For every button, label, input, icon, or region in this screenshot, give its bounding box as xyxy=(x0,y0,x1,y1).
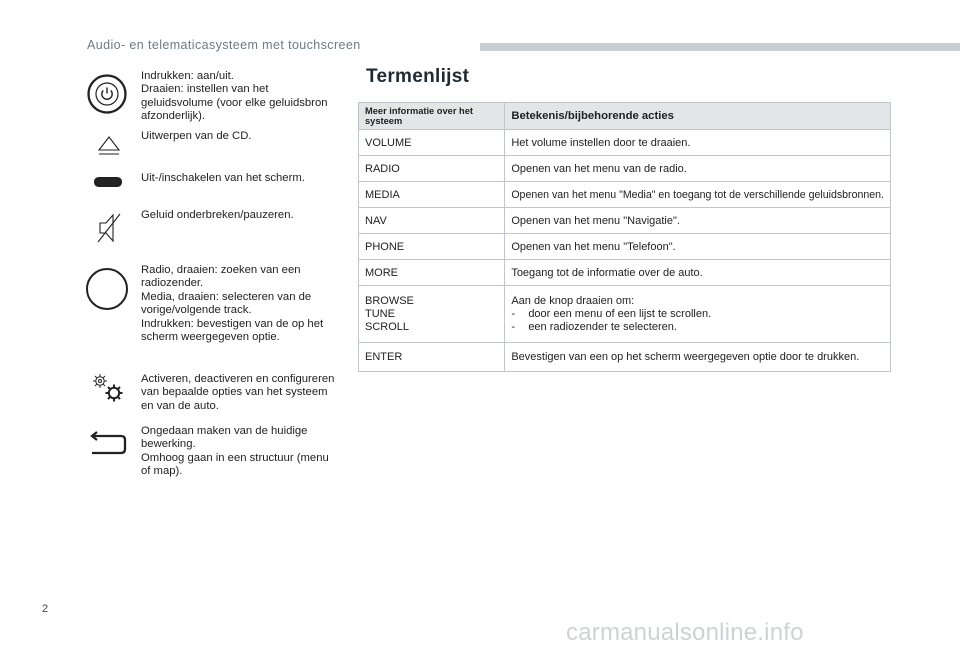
control-back-text: Ongedaan maken van de huidige bewerking. Omhoog gaan in een structuur (menu of map). xyxy=(141,425,329,478)
table-row xyxy=(359,208,891,234)
page-number: 2 xyxy=(42,603,49,615)
term-cell: MEDIA xyxy=(359,182,505,208)
rotary-knob-icon xyxy=(86,268,128,310)
meaning-intro: Aan de knop draaien om: xyxy=(511,295,635,307)
bullet-dash: - xyxy=(511,321,515,334)
bullet-item xyxy=(511,308,884,321)
term-cell: NAV xyxy=(359,208,505,234)
term-cell: PHONE xyxy=(359,234,505,260)
control-mute-text: Geluid onderbreken/pauzeren. xyxy=(141,209,294,221)
bullet-text: een radiozender te selecteren. xyxy=(528,321,677,334)
glossary-header-meaning: Betekenis/bijbehorende acties xyxy=(505,103,891,130)
term-cell: VOLUME xyxy=(359,130,505,156)
meaning-cell: Openen van het menu van de radio. xyxy=(505,156,891,182)
header-bar xyxy=(480,43,960,51)
watermark: carmanualsonline.info xyxy=(566,619,804,646)
header-title: Audio- en telematicasysteem met touchscreen xyxy=(87,38,361,52)
bullet-dash: - xyxy=(511,308,515,321)
screen-toggle-icon xyxy=(93,175,123,193)
bullet-text: door een menu of een lijst te scrollen. xyxy=(528,308,712,321)
control-settings-text: Activeren, deactiveren en configureren van bepaalde opties van het systeem en van de auto. xyxy=(141,373,335,412)
meaning-cell: Toegang tot de informatie over de auto. xyxy=(505,260,891,286)
table-row xyxy=(359,130,891,156)
meaning-cell: Het volume instellen door te draaien. xyxy=(505,130,891,156)
term-cell: MORE xyxy=(359,260,505,286)
control-rotary-knob-text: Radio, draaien: zoeken van een radiozender. Media, draaien: selecteren van de vorige/volgende track. Indrukken: bevestigen van de op het scherm weergegeven optie. xyxy=(141,264,324,344)
control-screen-text: Uit-/inschakelen van het scherm. xyxy=(141,172,305,184)
eject-icon xyxy=(96,135,122,162)
term-cell: ENTER xyxy=(359,342,505,371)
control-eject-text: Uitwerpen van de CD. xyxy=(141,130,252,142)
table-row xyxy=(359,182,891,208)
mute-icon xyxy=(96,211,122,250)
back-arrow-icon xyxy=(88,430,128,463)
section-title: Termenlijst xyxy=(366,66,470,87)
table-row xyxy=(359,260,891,286)
table-row xyxy=(359,342,891,371)
term-cell: BROWSE TUNE SCROLL xyxy=(359,286,505,343)
control-power-text: Indrukken: aan/uit. Draaien: instellen van het geluidsvolume (voor elke geluidsbron afzonderlijk). xyxy=(141,70,328,123)
meaning-cell: Openen van het menu "Telefoon". xyxy=(505,234,891,260)
term-cell: RADIO xyxy=(359,156,505,182)
table-row xyxy=(359,286,891,343)
meaning-cell xyxy=(505,286,891,343)
glossary-header-term: Meer informatie over het systeem xyxy=(359,103,505,130)
bullet-item xyxy=(511,321,884,334)
meaning-cell: Bevestigen van een op het scherm weergegeven optie door te drukken. xyxy=(505,342,891,371)
meaning-cell: Openen van het menu "Navigatie". xyxy=(505,208,891,234)
glossary-header-row xyxy=(359,103,891,130)
settings-gears-icon xyxy=(90,371,128,410)
power-icon xyxy=(86,73,128,120)
meaning-cell: Openen van het menu "Media" en toegang tot de verschillende geluidsbronnen. xyxy=(505,182,891,208)
table-row xyxy=(359,156,891,182)
glossary-table xyxy=(358,102,891,372)
table-row xyxy=(359,234,891,260)
